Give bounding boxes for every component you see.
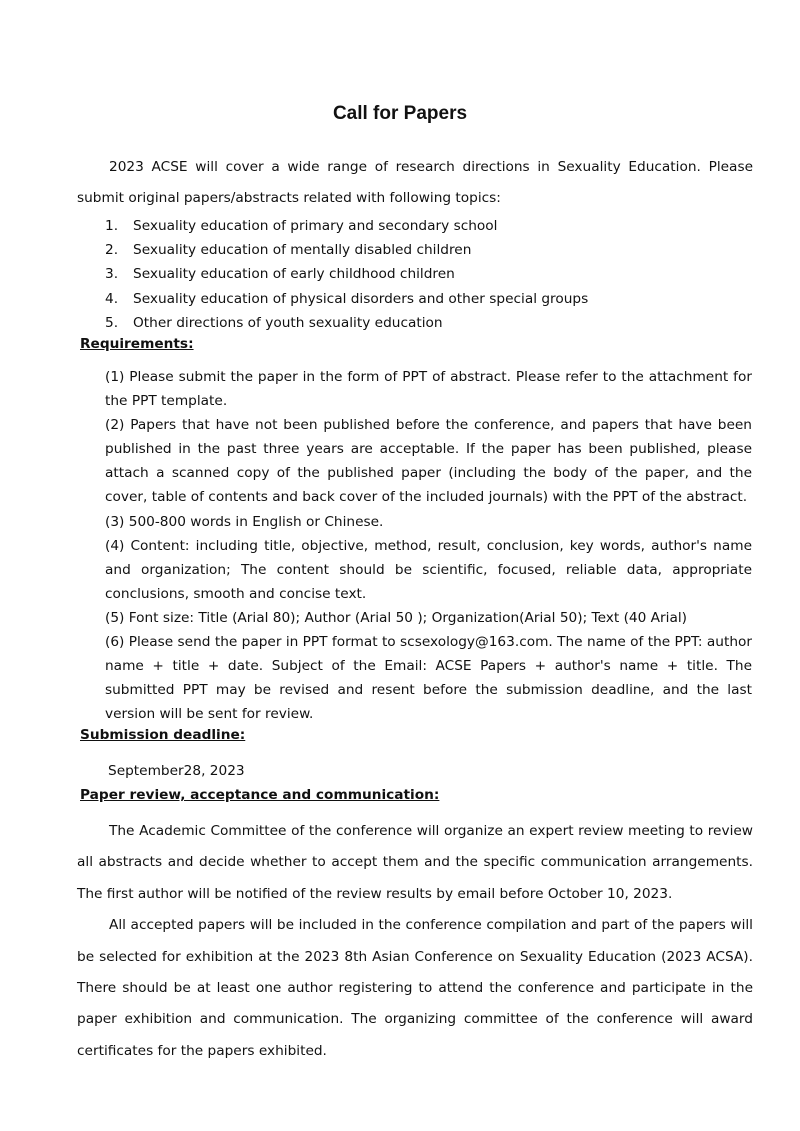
list-text: Sexuality education of early childhood children (133, 266, 455, 283)
deadline-date: September28, 2023 (108, 763, 245, 779)
list-item (105, 262, 588, 286)
list-number: 2. (105, 242, 119, 259)
review-section (77, 816, 753, 1067)
list-text: Sexuality education of physical disorders and other special groups (133, 290, 589, 307)
requirement-item: (3) 500-800 words in English or Chinese. (105, 513, 384, 530)
requirement-item: (6) Please send the paper in PPT format to scsexology@163.com. The name of the PPT: author name + title + date. Subject of the Email: ACSE Papers + author's name + title. The submitted PPT may be revised and resent before the submission deadline, and the last version will be sent for review. (105, 634, 752, 723)
list-item (105, 238, 588, 262)
list-text: Other directions of youth sexuality education (133, 314, 443, 331)
requirement-item: (4) Content: including title, objective, method, result, conclusion, key words, author's name and organization; The content should be scientific, focused, reliable data, appropriate conclusions, smooth and concise text. (105, 537, 752, 602)
requirement-item: (2) Papers that have not been published before the conference, and papers that have been published in the past three years are acceptable. If the paper has been published, please attach a scanned copy of the published paper (including the body of the paper, and the cover, table of contents and back cover of the included journals) with the PPT of the abstract. (105, 417, 752, 506)
deadline-heading: Submission deadline: (80, 727, 246, 743)
page-title: Call for Papers (332, 103, 468, 124)
list-text: Sexuality education of primary and secondary school (133, 218, 498, 234)
requirement-item: (1) Please submit the paper in the form of PPT of abstract. Please refer to the attachment for the PPT template. (105, 369, 752, 410)
requirements-heading: Requirements: (80, 336, 194, 352)
topic-list (105, 214, 588, 335)
list-number: 1. (105, 218, 119, 234)
list-item (105, 214, 588, 238)
list-text: Sexuality education of mentally disabled children (133, 242, 472, 259)
review-heading: Paper review, acceptance and communication: (80, 787, 440, 803)
requirements-list (105, 365, 752, 726)
list-number: 3. (105, 266, 119, 283)
list-item (105, 287, 588, 311)
intro-paragraph: 2023 ACSE will cover a wide range of research directions in Sexuality Education. Please submit original papers/abstracts related with following topics: (77, 159, 753, 206)
review-paragraph: All accepted papers will be included in the conference compilation and part of the papers will be selected for exhibition at the 2023 8th Asian Conference on Sexuality Education (2023 ACSA). There should be at least one author registering to attend the conference and participate in the paper exhibition and communication. The organizing committee of the conference will award certificates for the papers exhibited. (77, 917, 753, 1059)
list-item (105, 311, 588, 335)
list-number: 5. (105, 314, 119, 331)
list-number: 4. (105, 290, 119, 307)
review-paragraph: The Academic Committee of the conference will organize an expert review meeting to review all abstracts and decide whether to accept them and the specific communication arrangements. The first author will be notified of the review results by email before October 10, 2023. (77, 823, 753, 902)
requirement-item: (5) Font size: Title (Arial 80); Author (Arial 50 ); Organization(Arial 50); Text (40 Arial) (105, 609, 688, 626)
